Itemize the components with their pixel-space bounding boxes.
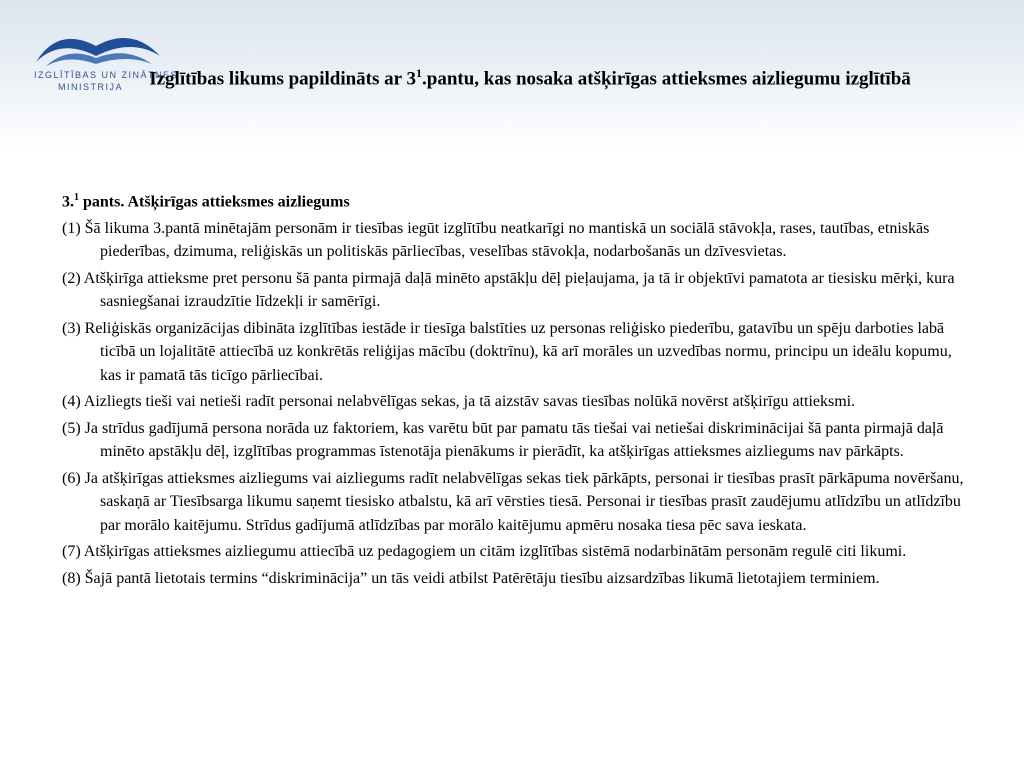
article-heading [62,186,967,214]
paragraph-5: (5) Ja strīdus gadījumā persona norāda uz faktoriem, kas varētu būt par pamatu tās tiešai vai netiešai diskriminācijai šā panta pirmajā daļā minēto apstākļu dēļ, izglītības programmas īstenotāja pienākums ir pierādīt, ka atšķirīgas attieksmes aizliegums nav pārkāpts. [62,419,944,461]
paragraph-4: (4) Aizliegts tieši vai netieši radīt personai nelabvēlīgas sekas, ja tā aizstāv savas tiesības nolūkā novērst atšķirīgu attieksmi. [62,393,856,411]
article-content [62,186,967,593]
logo-text-line2: MINISTRIJA [58,82,124,92]
article-heading-text: pants. Atšķirīgas attieksmes aizliegums [79,193,350,211]
paragraph-6: (6) Ja atšķirīgas attieksmes aizliegums vai aizliegums radīt nelabvēlīgas sekas tiek pārkāpts, personai ir tiesības prasīt pārkāpuma novēršanu, saskaņā ar Tiesībsarga likumu saņemt tiesisko atbalstu, kā arī vērsties tiesā. Personai ir tiesības prasīt zaudējumu atlīdzību un atlīdzību par morālo kaitējumu. Strīdus gadījumā atlīdzības par morālo kaitējumu apmēru nosaka tiesa pēc sava ieskata. [62,469,964,534]
title-superscript: 1 [416,66,422,80]
slide-title [100,60,960,92]
title-text-start: Izglītības likums papildināts ar 3 [149,68,416,90]
article-superscript: 1 [74,192,79,203]
logo-text-line1: IZGLĪTĪBAS UN ZINĀTNES [34,70,179,80]
article-number: 3. [62,193,74,211]
paragraph-2: (2) Atšķirīga attieksme pret personu šā panta pirmajā daļā minēto apstākļu dēļ pieļaujama, ja tā ir objektīvi pamatota ar tiesisku mērķi, kura sasniegšanai izraudzītie līdzekļi ir samērīgi. [62,269,955,311]
title-text-end: .pantu, kas nosaka atšķirīgas attieksmes aizliegumu izglītībā [422,68,911,90]
paragraph-1: (1) Šā likuma 3.pantā minētajām personām ir tiesības iegūt izglītību neatkarīgi no mantiskā un sociālā stāvokļa, rases, tautības, etniskās piederības, dzimuma, reliģiskās un politiskās pārliecības, veselības stāvokļa, nodarbošanās un dzīvesvietas. [62,219,930,261]
paragraph-8: (8) Šajā pantā lietotais termins “diskriminācija” un tās veidi atbilst Patērētāju tiesību aizsardzības likumā lietotajiem terminiem. [62,569,880,587]
paragraph-3: (3) Reliģiskās organizācijas dibināta izglītības iestāde ir tiesīga balstīties uz personas reliģisko piederību, gatavību un spēju darboties labā ticībā un lojalitātē attiecībā uz konkrētās reliģijas mācību (doktrīnu), kā arī morāles un uzvedības normu, principu un ideālu kopumu, kas ir pamatā tās ticīgo pārliecībai. [62,319,952,384]
paragraph-7: (7) Atšķirīgas attieksmes aizliegumu attiecībā uz pedagogiem un citām izglītības sistēmā nodarbinātām personām regulē citi likumi. [62,543,907,561]
